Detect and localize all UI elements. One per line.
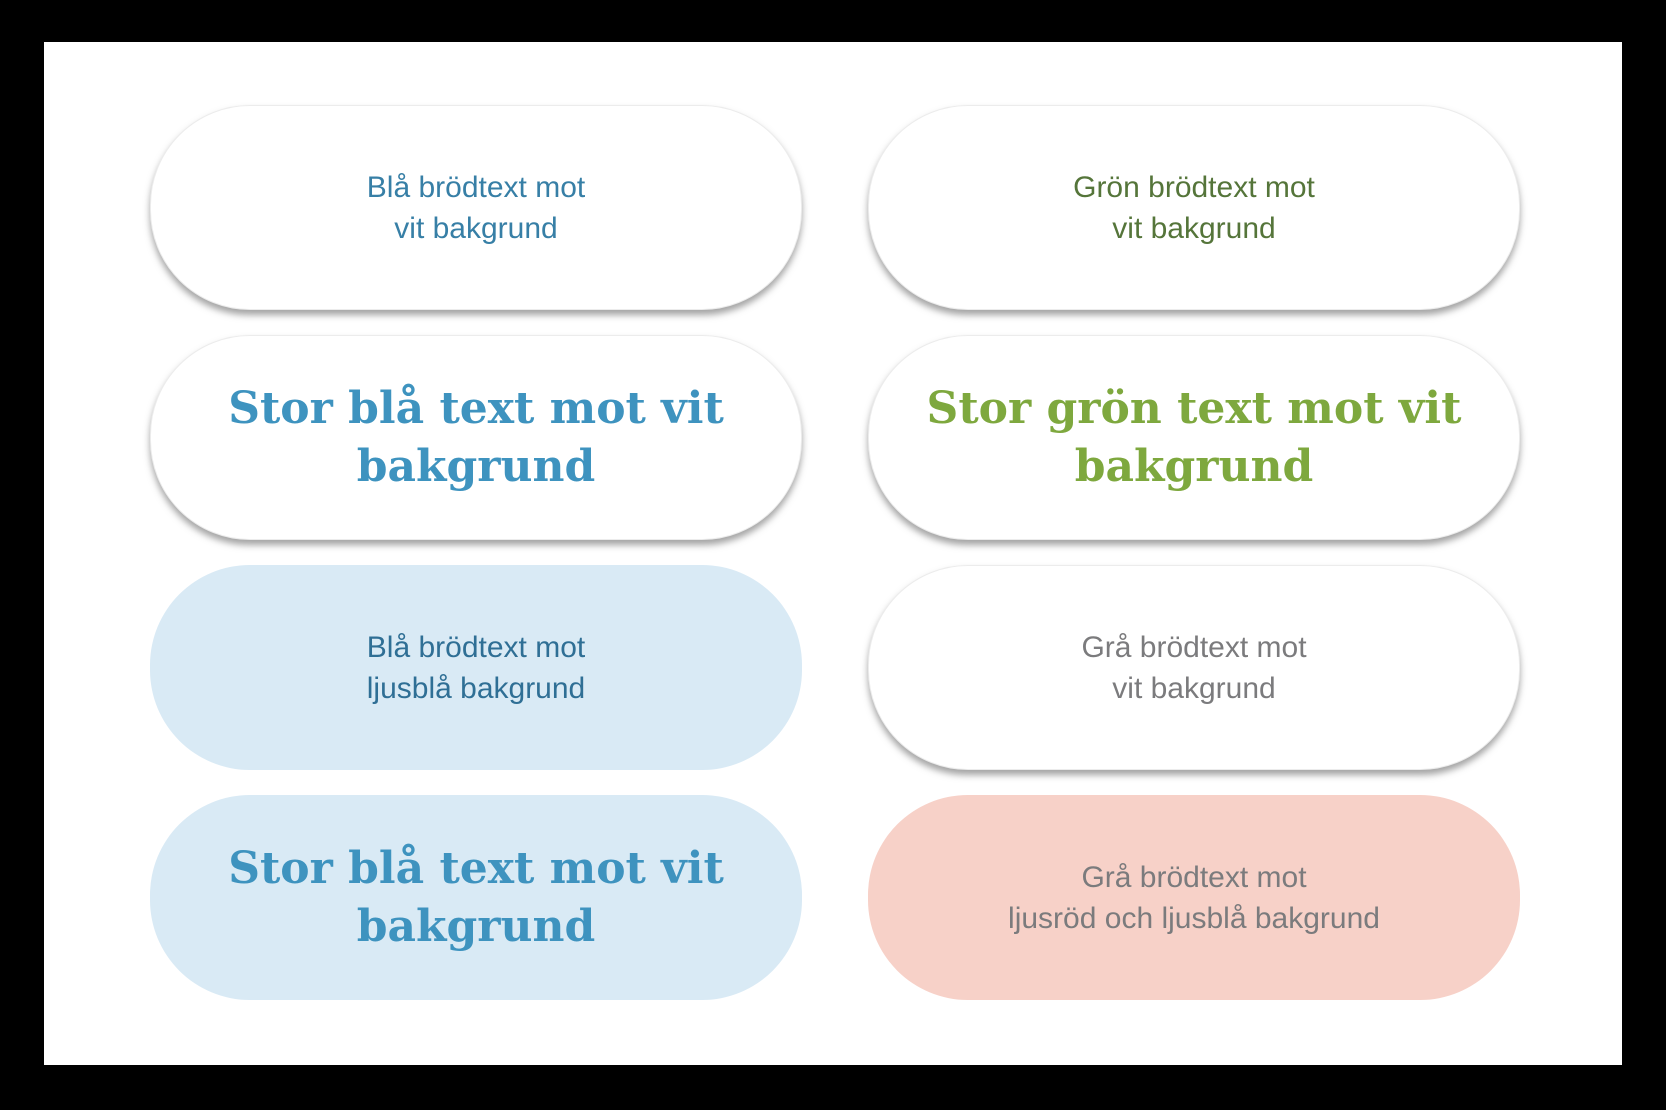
card-large-blue-on-lightblue — [150, 795, 802, 1000]
card-grid — [150, 105, 1520, 1000]
card-text-line: Blå brödtext mot — [366, 630, 586, 664]
card-text-line: bakgrund — [356, 900, 596, 952]
card-text-line: Grå brödtext mot — [1081, 630, 1307, 664]
card-large-green-on-white — [868, 335, 1520, 540]
card-text-line: Stor blå text mot vit — [228, 382, 724, 434]
card-text-line: vit bakgrund — [394, 211, 558, 245]
slide-canvas — [44, 42, 1622, 1065]
card-text-line: vit bakgrund — [1112, 211, 1276, 245]
card-text-line: Grå brödtext mot — [1081, 860, 1307, 894]
card-text-line: Grön brödtext mot — [1073, 170, 1315, 204]
card-blue-body-on-lightblue — [150, 565, 802, 770]
card-text-line: ljusröd och ljusblå bakgrund — [1008, 901, 1380, 935]
card-gray-body-on-white — [868, 565, 1520, 770]
card-text-line: vit bakgrund — [1112, 671, 1276, 705]
card-text-line: ljusblå bakgrund — [366, 671, 586, 705]
card-text-line: Blå brödtext mot — [366, 170, 586, 204]
card-large-blue-on-white — [150, 335, 802, 540]
card-text-line: bakgrund — [1074, 440, 1314, 492]
card-blue-body-on-white — [150, 105, 802, 310]
card-text-line: Stor grön text mot vit — [926, 382, 1462, 434]
card-green-body-on-white — [868, 105, 1520, 310]
card-text-line: bakgrund — [356, 440, 596, 492]
card-gray-body-on-lightred — [868, 795, 1520, 1000]
card-text-line: Stor blå text mot vit — [228, 842, 724, 894]
